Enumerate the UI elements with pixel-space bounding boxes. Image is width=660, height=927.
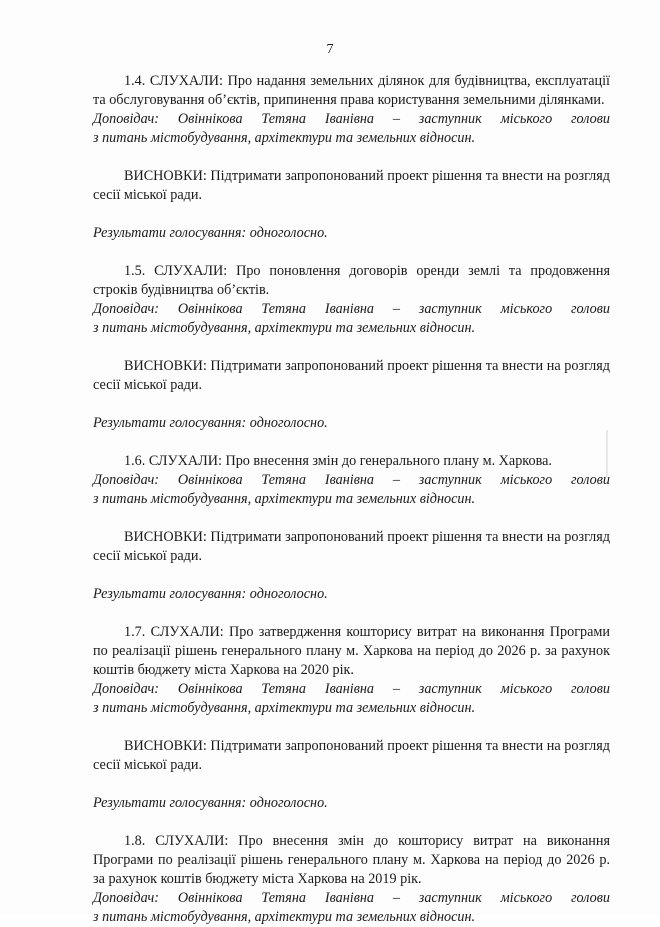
speaker-line-2: з питань містобудування, архітектури та земельних відносин. bbox=[93, 700, 476, 716]
agenda-item-1-7 bbox=[93, 623, 610, 813]
speaker-line-1: Доповідач: Овіннікова Тетяна Іванівна – заступник міського голови bbox=[93, 472, 610, 488]
heard-text: 1.8. СЛУХАЛИ: Про внесення змін до кошторису витрат на виконання Програми по реалізації рішень генерального плану м. Харкова на період до 2026 р. за рахунок коштів бюджету міста Харкова на 2019 рік. bbox=[93, 833, 610, 887]
speaker-line-1: Доповідач: Овіннікова Тетяна Іванівна – заступник міського голови bbox=[93, 111, 610, 127]
vote-result: Результати голосування: одноголосно. bbox=[93, 415, 328, 431]
speaker-line-2: з питань містобудування, архітектури та земельних відносин. bbox=[93, 320, 476, 336]
speaker-text bbox=[93, 680, 610, 718]
vote-result: Результати голосування: одноголосно. bbox=[93, 586, 328, 602]
conclusion-text: ВИСНОВКИ: Підтримати запропонований проект рішення та внести на розгляд сесії міської ради. bbox=[93, 738, 610, 773]
minutes-content bbox=[93, 72, 610, 927]
heard-text: 1.4. СЛУХАЛИ: Про надання земельних ділянок для будівництва, експлуатації та обслуговування об’єктів, припинення права користування земельними ділянками. bbox=[93, 73, 610, 108]
speaker-text bbox=[93, 300, 610, 338]
agenda-item-1-6 bbox=[93, 452, 610, 604]
conclusion-text: ВИСНОВКИ: Підтримати запропонований проект рішення та внести на розгляд сесії міської ради. bbox=[93, 358, 610, 393]
agenda-item-1-4 bbox=[93, 72, 610, 243]
speaker-line-2: з питань містобудування, архітектури та земельних відносин. bbox=[93, 909, 476, 925]
speaker-line-1: Доповідач: Овіннікова Тетяна Іванівна – заступник міського голови bbox=[93, 890, 610, 906]
speaker-text bbox=[93, 471, 610, 509]
heard-text: 1.5. СЛУХАЛИ: Про поновлення договорів оренди землі та продовження строків будівництва об’єктів. bbox=[93, 263, 610, 298]
conclusion-text: ВИСНОВКИ: Підтримати запропонований проект рішення та внести на розгляд сесії міської ради. bbox=[93, 529, 610, 564]
speaker-line-1: Доповідач: Овіннікова Тетяна Іванівна – заступник міського голови bbox=[93, 301, 610, 317]
conclusion-text: ВИСНОВКИ: Підтримати запропонований проект рішення та внести на розгляд сесії міської ради. bbox=[93, 168, 610, 203]
speaker-text bbox=[93, 110, 610, 148]
agenda-item-1-8 bbox=[93, 832, 610, 927]
speaker-line-1: Доповідач: Овіннікова Тетяна Іванівна – заступник міського голови bbox=[93, 681, 610, 697]
speaker-text bbox=[93, 889, 610, 927]
speaker-line-2: з питань містобудування, архітектури та земельних відносин. bbox=[93, 491, 476, 507]
heard-text: 1.6. СЛУХАЛИ: Про внесення змін до генерального плану м. Харкова. bbox=[124, 453, 552, 469]
speaker-line-2: з питань містобудування, архітектури та земельних відносин. bbox=[93, 130, 476, 146]
page-number: 7 bbox=[326, 42, 334, 57]
vote-result: Результати голосування: одноголосно. bbox=[93, 795, 328, 811]
vote-result: Результати голосування: одноголосно. bbox=[93, 225, 328, 241]
agenda-item-1-5 bbox=[93, 262, 610, 433]
heard-text: 1.7. СЛУХАЛИ: Про затвердження кошторису витрат на виконання Програми по реалізації рішень генерального плану м. Харкова на період до 2026 р. за рахунок коштів бюджету міста Харкова на 2020 рік. bbox=[93, 624, 610, 678]
